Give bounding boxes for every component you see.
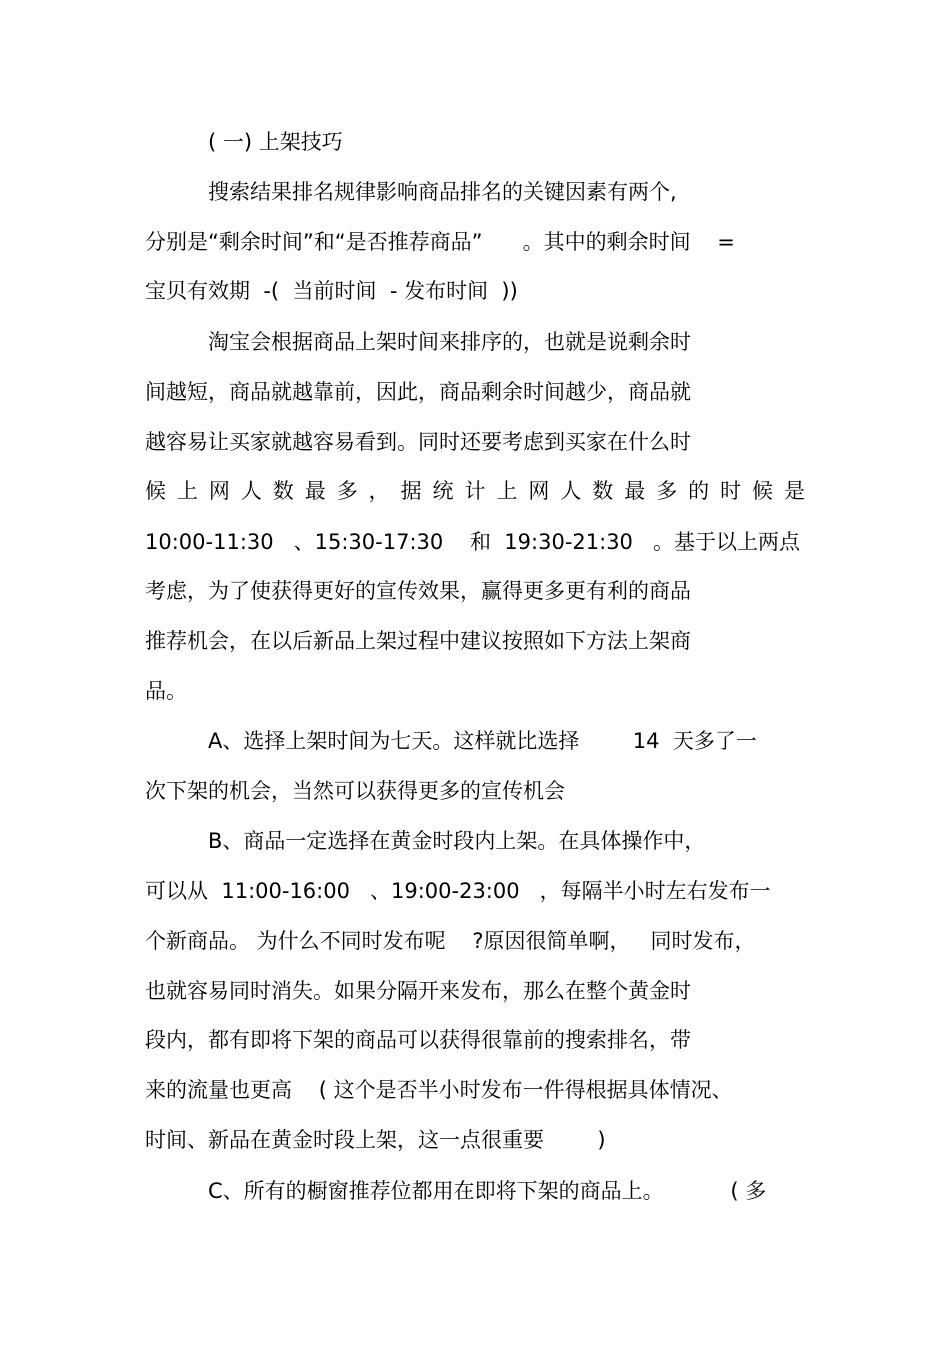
paragraph-line: 搜索结果排名规律影响商品排名的关键因素有两个,: [208, 180, 677, 204]
list-item-c: C、所有的橱窗推荐位都用在即将下架的商品上。 ( 多: [208, 1179, 767, 1203]
paragraph-line: 次下架的机会，当然可以获得更多的宣传机会: [145, 779, 565, 803]
paragraph-line: 推荐机会，在以后新品上架过程中建议按照如下方法上架商: [145, 629, 691, 653]
paragraph-line: 也就容易同时消失。如果分隔开来发布，那么在整个黄金时: [145, 979, 691, 1003]
paragraph-line: 可以从 11:00-16:00 、19:00-23:00 ，每隔半小时左右发布一: [145, 879, 771, 903]
paragraph-line: 候 上 网 人 数 最 多 ， 据 统 计 上 网 人 数 最 多 的 时 候 是: [145, 479, 805, 503]
list-item-b: B、商品一定选择在黄金时段内上架。在具体操作中，: [208, 829, 706, 853]
paragraph-line: 10:00-11:30 、15:30-17:30 和 19:30-21:30 。基于以上两点: [145, 530, 800, 554]
paragraph-line: 段内，都有即将下架的商品可以获得很靠前的搜索排名，带: [145, 1028, 691, 1052]
paragraph-line: 考虑，为了使获得更好的宣传效果，赢得更多更有利的商品: [145, 579, 691, 603]
paragraph-line: 来的流量也更高 ( 这个是否半小时发布一件得根据具体情况、: [145, 1078, 733, 1102]
paragraph-line: 间越短，商品就越靠前，因此，商品剩余时间越少，商品就: [145, 380, 691, 404]
list-item-a: A、选择上架时间为七天。这样就比选择 14 天多了一: [208, 729, 757, 753]
paragraph-line: 淘宝会根据商品上架时间来排序的，也就是说剩余时: [208, 330, 691, 354]
paragraph-line: 宝贝有效期 -( 当前时间 - 发布时间 )): [145, 279, 518, 303]
paragraph-line: 时间、新品在黄金时段上架，这一点很重要 ): [145, 1128, 606, 1152]
paragraph-line: 越容易让买家就越容易看到。同时还要考虑到买家在什么时: [145, 430, 691, 454]
paragraph-line: 个新商品。 为什么不同时发布呢 ?原因很简单啊， 同时发布，: [145, 929, 756, 953]
section-heading: ( 一) 上架技巧: [208, 130, 343, 154]
paragraph-line: 分别是“剩余时间”和“是否推荐商品” 。其中的剩余时间 =: [145, 230, 735, 254]
paragraph-line: 品。: [145, 679, 187, 703]
